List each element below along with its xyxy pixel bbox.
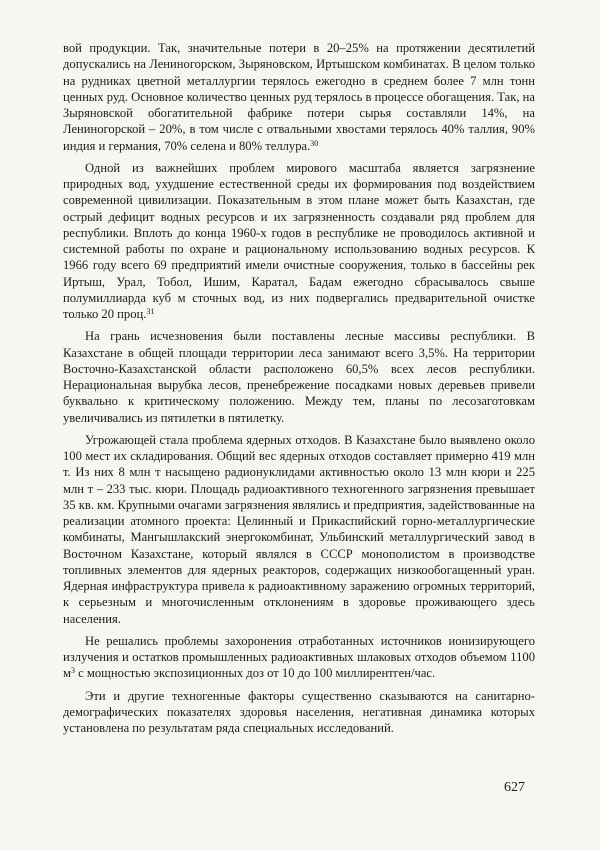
paragraph-4: Угрожающей стала проблема ядерных отходов. В Казахстане было выявлено около 100 мест их складирования. Общий вес ядерных отходов составляет примерно 419 млн т. Из них 8 млн т насыщено радионуклидами активностью около 13 млн кюри и 225 млн т – 233 тыс. кюри. Площадь радиоактивного техногенного загрязнения превышает 35 кв. км. Крупными очагами загрязнения являлись и предприятия, задействованные на реализации атомного проекта: Целинный и Прикаспийский горно-металлургические комбинаты, Мангышлакский энергокомбинат, Ульбинский металлургический завод в Восточном Казахстане, который являлся в СССР монополистом в производстве топливных элементов для ядерных реакторов, содержащих низкообогащенный уран. Ядерная инфраструктура привела к радиоактивному заражению огромных территорий, к серьезным и многочисленным отклонениям в здоровье проживающего здесь населения. xyxy=(63,432,535,626)
footnote-ref-31: 31 xyxy=(146,307,155,316)
page-body xyxy=(63,40,535,742)
paragraph-2-text: Одной из важнейших проблем мирового масштаба является загрязнение природных вод, ухудшение естественной среды их формирования под воздействием современной цивилизации. Показательным в этом плане может быть Казахстан, где острый дефицит водных ресурсов и их загрязненность создавали ряд проблем для республики. Вплоть до конца 1960-х годов в республике не проводилось активной и системной работы по охране и рациональному использованию водных ресурсов. К 1966 году всего 69 предприятий имели очистные сооружения, только в бассейны рек Иртыш, Урал, Тобол, Ишим, Каратал, Бадам ежегодно сбрасывалось свыше полумиллиарда куб м сточных вод, из них подвергались предварительной очистке только 20 проц. xyxy=(63,160,535,321)
footnote-ref-30: 30 xyxy=(310,138,319,148)
paragraph-5-tail: с мощностью экспозиционных доз от 10 до 100 миллирентген/час. xyxy=(74,666,436,681)
paragraph-2 xyxy=(63,160,535,323)
paragraph-5 xyxy=(63,633,535,682)
page-number: 627 xyxy=(504,780,525,795)
paragraph-3: На грань исчезновения были поставлены лесные массивы республики. В Казахстане в общей площади территории леса занимают всего 3,5%. На территории Восточно-Казахстанской области расположено 60,5% всех лесов республики. Нерациональная вырубка лесов, пренебрежение посадками новых деревьев привели буквально к критическому положению. Между тем, планы по лесозаготовкам увеличивались из пятилетки в пятилетку. xyxy=(63,329,535,425)
paragraph-6: Эти и другие техногенные факторы существенно сказываются на санитарно-демографических показателях здоровья населения, негативная динамика которых установлена по результатам ряда специальных исследований. xyxy=(63,688,535,735)
cubic-superscript: 3 xyxy=(70,666,75,676)
paragraph-5-text: Не решались проблемы захоронения отработанных источников ионизирующего излучения и остатков промышленных радиоактивных шлаковых отходов объемом 1100 м xyxy=(63,633,535,681)
paragraph-1-text: вой продукции. Так, значительные потери в 20–25% на протяжении десятилетий допускались на Лениногорском, Зыряновском, Иртышском комбинатах. В целом только на рудниках цветной металлургии терялось ежегодно в среднем более 7 млн тонн ценных руд. Основное количество ценных руд терялось в процессе обогащения. Так, на Зыряновской обогатительной фабрике потери сырья составляли 14%, на Лениногорской – 20%, в том числе с отвальными хвостами терялось 40% таллия, 90% индия и германия, 70% селена и 80% теллура. xyxy=(63,41,535,153)
paragraph-1 xyxy=(63,40,535,154)
